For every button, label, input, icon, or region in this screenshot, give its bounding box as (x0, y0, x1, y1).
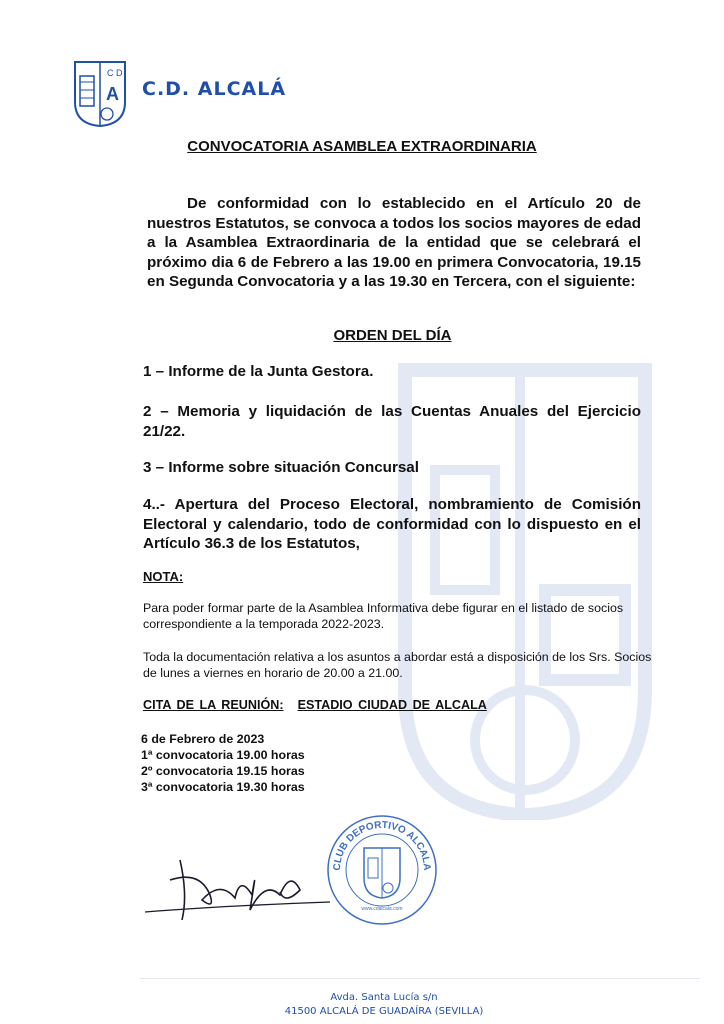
signature-icon (140, 840, 340, 930)
date-line: 3ª convocatoria 19.30 horas (141, 780, 305, 794)
date-list (141, 731, 305, 795)
note-paragraph: Toda la documentación relativa a los asuntos a abordar está a disposición de los Srs. Socios de lunes a viernes en horario de 20.00 a 21.00. (143, 650, 652, 680)
agenda-heading: ORDEN DEL DÍA (333, 327, 452, 344)
agenda-item: 1 – Informe de la Junta Gestora. (143, 363, 374, 380)
date-line: 2º convocatoria 19.15 horas (141, 764, 305, 778)
meeting-place: ESTADIO CIUDAD DE ALCALA (297, 698, 487, 712)
meeting-label: CITA DE LA REUNIÓN: (143, 698, 284, 712)
date-line: 6 de Febrero de 2023 (141, 732, 265, 746)
club-stamp-icon (322, 808, 442, 928)
document-title: CONVOCATORIA ASAMBLEA EXTRAORDINARIA (187, 138, 537, 155)
club-crest-icon (73, 60, 127, 128)
intro-paragraph: De conformidad con lo establecido en el Artículo 20 de nuestros Estatutos, se convoca a todos los socios mayores de edad a la Asamblea Extraordinaria de la entidad que se celebrará el próximo dia 6 de Febrero a las 19.00 en primera Convocatoria, 19.15 en Segunda Convocatoria y a las 19.30 en Tercera, con el siguiente: (147, 195, 641, 291)
stamp-inner-text: www.cdalcala.com (361, 906, 403, 912)
agenda-item: 2 – Memoria y liquidación de las Cuentas Anuales del Ejercicio 21/22. (143, 403, 641, 440)
stamp-text: CLUB DEPORTIVO ALCALA (331, 819, 433, 871)
agenda-item: 4..- Apertura del Proceso Electoral, nombramiento de Comisión Electoral y calendario, todo de conformidad con lo dispuesto en el Artículo 36.3 de los Estatutos, (143, 496, 641, 553)
note-heading: NOTA: (143, 569, 184, 584)
club-name: C.D. ALCALÁ (142, 78, 287, 100)
meeting-line (143, 698, 487, 712)
address-line: Avda. Santa Lucía s/n (330, 992, 438, 1003)
agenda-item: 3 – Informe sobre situación Concursal (143, 459, 419, 476)
address-line: 41500 ALCALÁ DE GUADAÍRA (SEVILLA) (284, 1006, 484, 1017)
footer-divider (140, 978, 700, 979)
footer-address (0, 991, 724, 1019)
logo-letters: C D (107, 68, 123, 78)
date-line: 1ª convocatoria 19.00 horas (141, 748, 305, 762)
note-paragraph: Para poder formar parte de la Asamblea Informativa debe figurar en el listado de socios correspondiente a la temporada 2022-2023. (143, 601, 624, 631)
logo-letter-a: A (106, 84, 119, 104)
